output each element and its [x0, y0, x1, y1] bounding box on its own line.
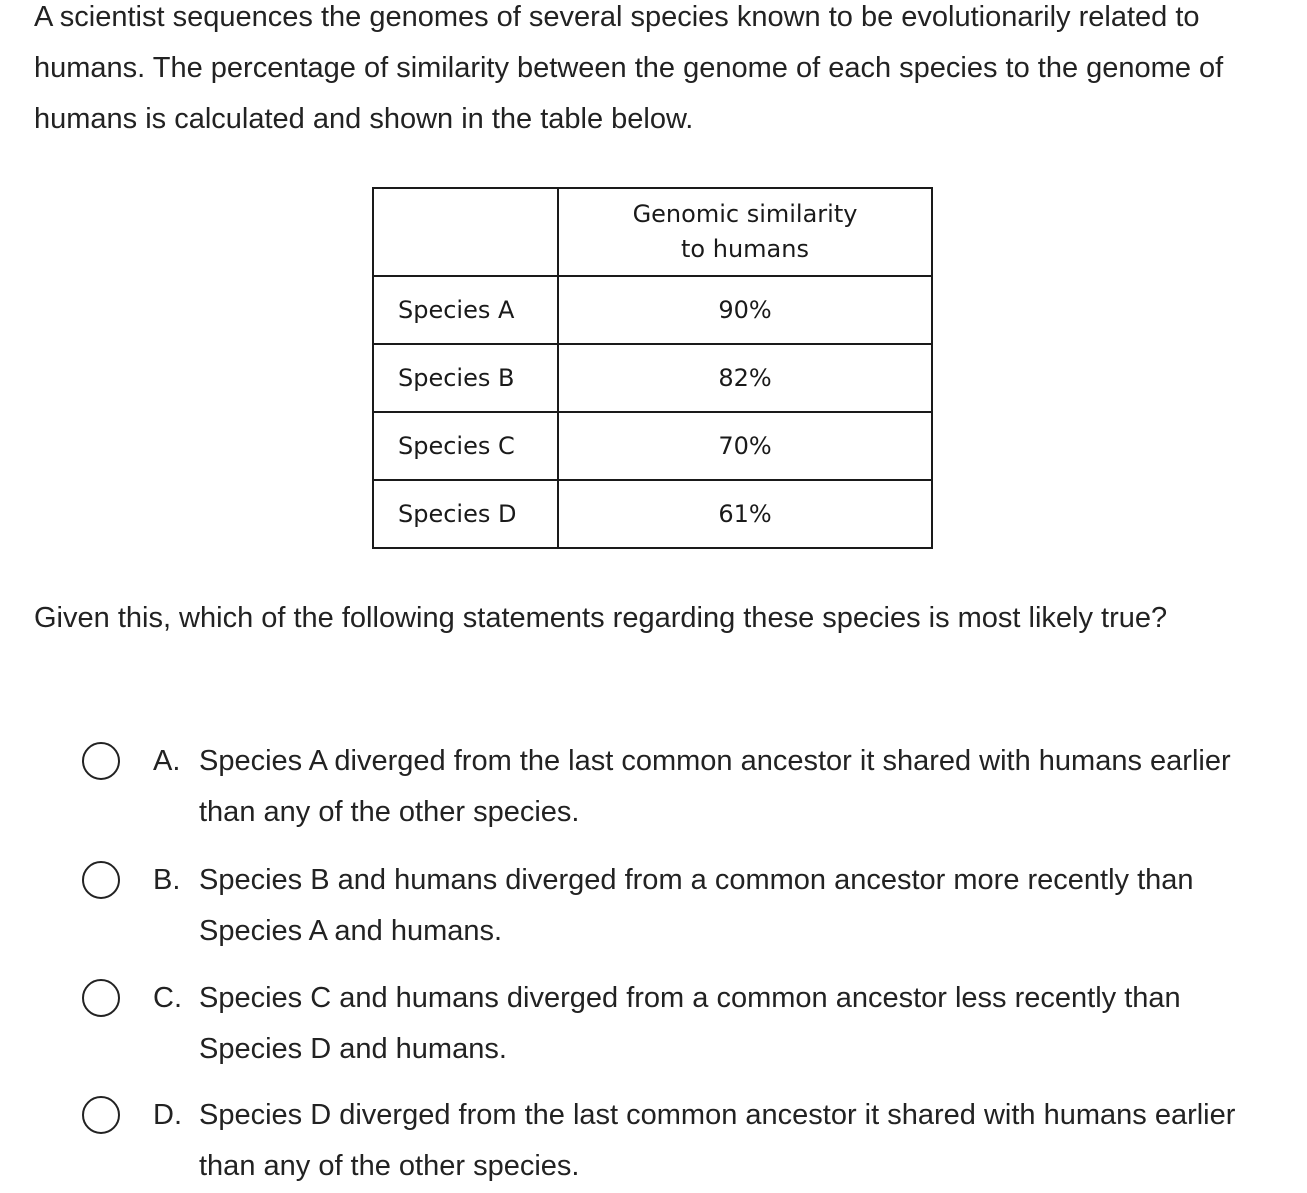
radio-button-d[interactable]: [82, 1096, 120, 1134]
species-name-cell: Species A: [373, 276, 558, 344]
choice-letter: D.: [153, 1099, 182, 1131]
species-name-cell: Species C: [373, 412, 558, 480]
choice-text: Species D diverged from the last common ancestor it shared with humans earlier than any of the other species.: [199, 1099, 1236, 1182]
species-name-cell: Species D: [373, 480, 558, 548]
species-name-cell: Species B: [373, 344, 558, 412]
answer-choice-c[interactable]: [82, 973, 1282, 1075]
table-row: [373, 344, 932, 412]
question-prompt: Given this, which of the following statements regarding these species is most likely true?: [34, 602, 1168, 634]
similarity-value-cell: 70%: [558, 412, 932, 480]
radio-button-b[interactable]: [82, 861, 120, 899]
choice-letter: A.: [153, 745, 181, 777]
choice-text: Species A diverged from the last common ancestor it shared with humans earlier than any of the other species.: [199, 745, 1231, 828]
table-row: [373, 412, 932, 480]
answer-choice-d[interactable]: [82, 1090, 1282, 1192]
choice-text: Species C and humans diverged from a common ancestor less recently than Species D and humans.: [199, 982, 1181, 1065]
table-header-line-1: Genomic similarity: [632, 200, 858, 228]
table-header-empty-cell: [373, 188, 558, 276]
question-stem-intro: A scientist sequences the genomes of several species known to be evolutionarily related to humans. The percentage of similarity between the genome of each species to the genome of humans is calculated and shown in the table below.: [34, 1, 1224, 135]
genomic-similarity-table: [372, 187, 933, 549]
table-header-line-2: to humans: [681, 235, 809, 263]
radio-button-c[interactable]: [82, 979, 120, 1017]
similarity-value-cell: 82%: [558, 344, 932, 412]
table-header-row: [373, 188, 932, 276]
table-row: [373, 480, 932, 548]
table-header-similarity: [558, 188, 932, 276]
choice-letter: B.: [153, 864, 181, 896]
table-row: [373, 276, 932, 344]
choice-letter: C.: [153, 982, 182, 1014]
similarity-value-cell: 61%: [558, 480, 932, 548]
answer-choice-b[interactable]: [82, 855, 1282, 957]
answer-choice-a[interactable]: [82, 736, 1282, 838]
radio-button-a[interactable]: [82, 742, 120, 780]
choice-text: Species B and humans diverged from a common ancestor more recently than Species A and humans.: [199, 864, 1194, 947]
similarity-value-cell: 90%: [558, 276, 932, 344]
